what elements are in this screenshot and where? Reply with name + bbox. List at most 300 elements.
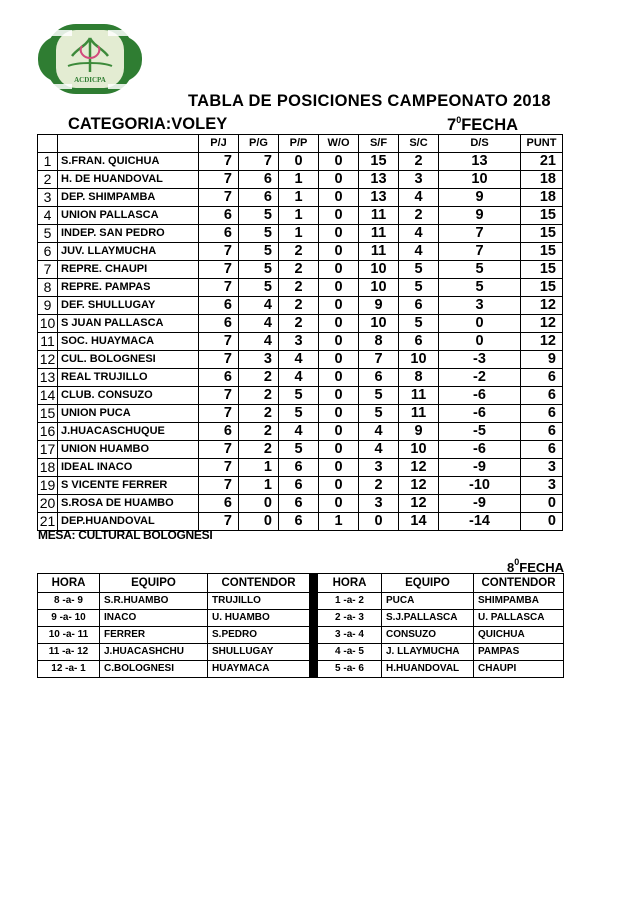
time-cell: 1 -a- 2: [318, 593, 382, 610]
wo-cell: 0: [319, 171, 359, 189]
sf-cell: 9: [359, 297, 399, 315]
opponent-cell: U. HUAMBO: [208, 610, 310, 627]
pt-cell: 6: [521, 405, 563, 423]
sf-cell: 11: [359, 207, 399, 225]
team-name-cell: DEP.HUANDOVAL: [58, 513, 199, 531]
ds-cell: -6: [439, 405, 521, 423]
pt-cell: 15: [521, 243, 563, 261]
pj-cell: 7: [199, 387, 239, 405]
sf-cell: 11: [359, 243, 399, 261]
ds-cell: 9: [439, 207, 521, 225]
table-row: [38, 297, 563, 315]
fixture-col-header: HORA: [38, 574, 100, 593]
team-cell: S.R.HUAMBO: [100, 593, 208, 610]
rank-cell: 8: [38, 279, 58, 297]
ds-cell: 7: [439, 243, 521, 261]
sf-cell: 10: [359, 315, 399, 333]
pg-cell: 1: [239, 459, 279, 477]
team-cell: CONSUZO: [382, 627, 474, 644]
mesa-label: MESA: CULTURAL BOLOGNESI: [38, 528, 213, 542]
sc-cell: 12: [399, 495, 439, 513]
pt-cell: 21: [521, 153, 563, 171]
team-name-cell: S.ROSA DE HUAMBO: [58, 495, 199, 513]
sf-cell: 5: [359, 387, 399, 405]
team-name-cell: SOC. HUAYMACA: [58, 333, 199, 351]
pt-cell: 3: [521, 459, 563, 477]
pt-cell: 15: [521, 279, 563, 297]
team-name-cell: DEF. SHULLUGAY: [58, 297, 199, 315]
sf-cell: 4: [359, 423, 399, 441]
col-header: D/S: [439, 135, 521, 153]
pt-cell: 0: [521, 513, 563, 531]
opponent-cell: S.PEDRO: [208, 627, 310, 644]
team-name-cell: CLUB. CONSUZO: [58, 387, 199, 405]
fecha-number: 8: [507, 560, 515, 575]
pg-cell: 4: [239, 315, 279, 333]
ds-cell: 9: [439, 189, 521, 207]
fixture-row: [38, 644, 564, 661]
sc-cell: 8: [399, 369, 439, 387]
header-blank-team: [58, 135, 199, 153]
wo-cell: 0: [319, 153, 359, 171]
team-cell: INACO: [100, 610, 208, 627]
team-cell: S.J.PALLASCA: [382, 610, 474, 627]
wo-cell: 0: [319, 441, 359, 459]
ds-cell: 0: [439, 333, 521, 351]
opponent-cell: SHIMPAMBA: [474, 593, 564, 610]
sf-cell: 3: [359, 495, 399, 513]
table-row: [38, 441, 563, 459]
rank-cell: 6: [38, 243, 58, 261]
table-row: [38, 315, 563, 333]
wo-cell: 0: [319, 423, 359, 441]
pj-cell: 7: [199, 459, 239, 477]
rank-cell: 2: [38, 171, 58, 189]
pp-cell: 2: [279, 243, 319, 261]
ds-cell: 13: [439, 153, 521, 171]
ds-cell: -14: [439, 513, 521, 531]
rank-cell: 4: [38, 207, 58, 225]
rank-cell: 3: [38, 189, 58, 207]
team-cell: FERRER: [100, 627, 208, 644]
pp-cell: 1: [279, 225, 319, 243]
fixture-row: [38, 610, 564, 627]
sc-cell: 5: [399, 279, 439, 297]
pp-cell: 1: [279, 207, 319, 225]
col-header: S/F: [359, 135, 399, 153]
rank-cell: 5: [38, 225, 58, 243]
col-header: S/C: [399, 135, 439, 153]
team-cell: PUCA: [382, 593, 474, 610]
team-name-cell: S.FRAN. QUICHUA: [58, 153, 199, 171]
team-name-cell: IDEAL INACO: [58, 459, 199, 477]
sc-cell: 2: [399, 153, 439, 171]
ds-cell: -5: [439, 423, 521, 441]
pt-cell: 18: [521, 171, 563, 189]
sc-cell: 12: [399, 477, 439, 495]
pg-cell: 4: [239, 333, 279, 351]
fecha-word: FECHA: [461, 116, 519, 134]
pp-cell: 4: [279, 423, 319, 441]
pj-cell: 7: [199, 441, 239, 459]
sc-cell: 12: [399, 459, 439, 477]
ds-cell: -6: [439, 441, 521, 459]
pp-cell: 2: [279, 279, 319, 297]
fixture-row: [38, 593, 564, 610]
pj-cell: 6: [199, 315, 239, 333]
pt-cell: 12: [521, 297, 563, 315]
fecha-word: FECHA: [519, 560, 565, 575]
team-cell: J.HUACASHCHU: [100, 644, 208, 661]
table-row: [38, 423, 563, 441]
table-row: [38, 333, 563, 351]
rank-cell: 16: [38, 423, 58, 441]
team-name-cell: JUV. LLAYMUCHA: [58, 243, 199, 261]
table-row: [38, 189, 563, 207]
opponent-cell: QUICHUA: [474, 627, 564, 644]
wo-cell: 0: [319, 279, 359, 297]
wo-cell: 0: [319, 189, 359, 207]
pg-cell: 7: [239, 153, 279, 171]
sc-cell: 11: [399, 405, 439, 423]
team-name-cell: REPRE. CHAUPI: [58, 261, 199, 279]
sf-cell: 13: [359, 171, 399, 189]
team-name-cell: J.HUACASCHUQUE: [58, 423, 199, 441]
pp-cell: 1: [279, 171, 319, 189]
team-name-cell: S JUAN PALLASCA: [58, 315, 199, 333]
pg-cell: 2: [239, 387, 279, 405]
team-name-cell: H. DE HUANDOVAL: [58, 171, 199, 189]
sc-cell: 4: [399, 243, 439, 261]
wo-cell: 0: [319, 351, 359, 369]
pt-cell: 12: [521, 315, 563, 333]
sc-cell: 6: [399, 297, 439, 315]
sc-cell: 11: [399, 387, 439, 405]
pp-cell: 5: [279, 405, 319, 423]
table-row: [38, 153, 563, 171]
pp-cell: 4: [279, 369, 319, 387]
pj-cell: 6: [199, 423, 239, 441]
pt-cell: 15: [521, 225, 563, 243]
fixture-divider: [310, 644, 318, 661]
sf-cell: 8: [359, 333, 399, 351]
ds-cell: -6: [439, 387, 521, 405]
pp-cell: 5: [279, 441, 319, 459]
fixture-col-header: HORA: [318, 574, 382, 593]
ds-cell: -2: [439, 369, 521, 387]
ds-cell: -9: [439, 495, 521, 513]
wo-cell: 0: [319, 261, 359, 279]
category-label: CATEGORIA:VOLEY: [68, 115, 228, 133]
acdicpa-logo: [38, 22, 142, 96]
ds-cell: -3: [439, 351, 521, 369]
pt-cell: 12: [521, 333, 563, 351]
time-cell: 4 -a- 5: [318, 644, 382, 661]
table-row: [38, 225, 563, 243]
sc-cell: 9: [399, 423, 439, 441]
ds-cell: 3: [439, 297, 521, 315]
pg-cell: 5: [239, 261, 279, 279]
sf-cell: 10: [359, 279, 399, 297]
rank-cell: 1: [38, 153, 58, 171]
table-row: [38, 261, 563, 279]
pg-cell: 5: [239, 225, 279, 243]
pg-cell: 6: [239, 171, 279, 189]
wo-cell: 0: [319, 297, 359, 315]
col-header: PUNT: [521, 135, 563, 153]
rank-cell: 14: [38, 387, 58, 405]
pj-cell: 7: [199, 261, 239, 279]
pp-cell: 5: [279, 387, 319, 405]
sc-cell: 10: [399, 351, 439, 369]
time-cell: 12 -a- 1: [38, 661, 100, 678]
col-header: P/G: [239, 135, 279, 153]
ds-cell: 5: [439, 279, 521, 297]
pj-cell: 6: [199, 297, 239, 315]
fixture-row: [38, 627, 564, 644]
opponent-cell: PAMPAS: [474, 644, 564, 661]
fecha-number: 7: [447, 116, 457, 134]
team-cell: J. LLAYMUCHA: [382, 644, 474, 661]
fixture-row: [38, 661, 564, 678]
wo-cell: 0: [319, 477, 359, 495]
pp-cell: 1: [279, 189, 319, 207]
pp-cell: 4: [279, 351, 319, 369]
rank-cell: 15: [38, 405, 58, 423]
wo-cell: 1: [319, 513, 359, 531]
sc-cell: 10: [399, 441, 439, 459]
standings-header-row: [38, 135, 563, 153]
team-name-cell: REPRE. PAMPAS: [58, 279, 199, 297]
fixture-table: [37, 573, 564, 678]
pj-cell: 7: [199, 477, 239, 495]
sc-cell: 5: [399, 315, 439, 333]
sc-cell: 6: [399, 333, 439, 351]
ds-cell: 10: [439, 171, 521, 189]
fecha-current-label: [447, 115, 518, 135]
pg-cell: 6: [239, 189, 279, 207]
fixture-col-header: EQUIPO: [382, 574, 474, 593]
table-row: [38, 243, 563, 261]
pt-cell: 6: [521, 387, 563, 405]
sc-cell: 4: [399, 189, 439, 207]
pg-cell: 0: [239, 495, 279, 513]
opponent-cell: CHAUPI: [474, 661, 564, 678]
table-row: [38, 495, 563, 513]
sf-cell: 13: [359, 189, 399, 207]
pg-cell: 2: [239, 441, 279, 459]
sc-cell: 3: [399, 171, 439, 189]
sf-cell: 5: [359, 405, 399, 423]
table-row: [38, 405, 563, 423]
standings-body: [38, 153, 563, 531]
pj-cell: 6: [199, 225, 239, 243]
rank-cell: 17: [38, 441, 58, 459]
pp-cell: 6: [279, 513, 319, 531]
team-cell: C.BOLOGNESI: [100, 661, 208, 678]
table-row: [38, 207, 563, 225]
team-name-cell: UNION HUAMBO: [58, 441, 199, 459]
rank-cell: 12: [38, 351, 58, 369]
pg-cell: 4: [239, 297, 279, 315]
ds-cell: -9: [439, 459, 521, 477]
fixture-col-header: CONTENDOR: [208, 574, 310, 593]
standings-table: [37, 134, 563, 531]
sf-cell: 3: [359, 459, 399, 477]
ds-cell: -10: [439, 477, 521, 495]
team-cell: H.HUANDOVAL: [382, 661, 474, 678]
wo-cell: 0: [319, 225, 359, 243]
time-cell: 10 -a- 11: [38, 627, 100, 644]
rank-cell: 21: [38, 513, 58, 531]
rank-cell: 11: [38, 333, 58, 351]
pt-cell: 15: [521, 261, 563, 279]
fixture-header-row: [38, 574, 564, 593]
pj-cell: 7: [199, 333, 239, 351]
pj-cell: 6: [199, 207, 239, 225]
table-row: [38, 369, 563, 387]
opponent-cell: TRUJILLO: [208, 593, 310, 610]
fixture-divider: [310, 610, 318, 627]
sf-cell: 15: [359, 153, 399, 171]
table-row: [38, 459, 563, 477]
team-name-cell: UNION PUCA: [58, 405, 199, 423]
pj-cell: 7: [199, 243, 239, 261]
wo-cell: 0: [319, 495, 359, 513]
pj-cell: 6: [199, 369, 239, 387]
team-name-cell: INDEP. SAN PEDRO: [58, 225, 199, 243]
pj-cell: 7: [199, 351, 239, 369]
rank-cell: 7: [38, 261, 58, 279]
pg-cell: 0: [239, 513, 279, 531]
pp-cell: 6: [279, 495, 319, 513]
fixture-divider: [310, 593, 318, 610]
table-row: [38, 351, 563, 369]
pp-cell: 0: [279, 153, 319, 171]
pj-cell: 7: [199, 279, 239, 297]
sf-cell: 6: [359, 369, 399, 387]
pp-cell: 2: [279, 297, 319, 315]
table-row: [38, 477, 563, 495]
pj-cell: 7: [199, 513, 239, 531]
opponent-cell: HUAYMACA: [208, 661, 310, 678]
wo-cell: 0: [319, 459, 359, 477]
fecha-sup: 0: [514, 557, 520, 567]
pt-cell: 9: [521, 351, 563, 369]
time-cell: 5 -a- 6: [318, 661, 382, 678]
pg-cell: 2: [239, 369, 279, 387]
ds-cell: 0: [439, 315, 521, 333]
pp-cell: 6: [279, 459, 319, 477]
col-header: P/P: [279, 135, 319, 153]
wo-cell: 0: [319, 207, 359, 225]
sf-cell: 7: [359, 351, 399, 369]
time-cell: 8 -a- 9: [38, 593, 100, 610]
rank-cell: 20: [38, 495, 58, 513]
time-cell: 2 -a- 3: [318, 610, 382, 627]
pp-cell: 6: [279, 477, 319, 495]
pg-cell: 1: [239, 477, 279, 495]
pj-cell: 6: [199, 495, 239, 513]
sc-cell: 4: [399, 225, 439, 243]
pt-cell: 0: [521, 495, 563, 513]
ds-cell: 7: [439, 225, 521, 243]
pp-cell: 2: [279, 261, 319, 279]
wo-cell: 0: [319, 405, 359, 423]
fixture-divider: [310, 627, 318, 644]
col-header: P/J: [199, 135, 239, 153]
logo-text: ACDICPA: [74, 76, 106, 84]
pp-cell: 2: [279, 315, 319, 333]
sc-cell: 5: [399, 261, 439, 279]
fixture-divider: [310, 661, 318, 678]
time-cell: 11 -a- 12: [38, 644, 100, 661]
team-name-cell: S VICENTE FERRER: [58, 477, 199, 495]
sf-cell: 2: [359, 477, 399, 495]
sf-cell: 10: [359, 261, 399, 279]
pt-cell: 6: [521, 441, 563, 459]
pj-cell: 7: [199, 171, 239, 189]
ds-cell: 5: [439, 261, 521, 279]
team-name-cell: REAL TRUJILLO: [58, 369, 199, 387]
pj-cell: 7: [199, 189, 239, 207]
col-header: W/O: [319, 135, 359, 153]
sf-cell: 0: [359, 513, 399, 531]
team-name-cell: DEP. SHIMPAMBA: [58, 189, 199, 207]
pt-cell: 6: [521, 369, 563, 387]
fixture-divider: [310, 574, 318, 593]
table-row: [38, 387, 563, 405]
time-cell: 3 -a- 4: [318, 627, 382, 644]
team-name-cell: UNION PALLASCA: [58, 207, 199, 225]
table-row: [38, 171, 563, 189]
sc-cell: 2: [399, 207, 439, 225]
pj-cell: 7: [199, 405, 239, 423]
sf-cell: 4: [359, 441, 399, 459]
fecha-sup: 0: [456, 115, 462, 125]
fixture-col-header: CONTENDOR: [474, 574, 564, 593]
pt-cell: 3: [521, 477, 563, 495]
table-row: [38, 279, 563, 297]
wo-cell: 0: [319, 243, 359, 261]
time-cell: 9 -a- 10: [38, 610, 100, 627]
pp-cell: 3: [279, 333, 319, 351]
rank-cell: 13: [38, 369, 58, 387]
rank-cell: 19: [38, 477, 58, 495]
pg-cell: 3: [239, 351, 279, 369]
pg-cell: 5: [239, 279, 279, 297]
pg-cell: 2: [239, 405, 279, 423]
pt-cell: 15: [521, 207, 563, 225]
rank-cell: 9: [38, 297, 58, 315]
header-blank-num: [38, 135, 58, 153]
sf-cell: 11: [359, 225, 399, 243]
opponent-cell: U. PALLASCA: [474, 610, 564, 627]
pg-cell: 5: [239, 207, 279, 225]
team-name-cell: CUL. BOLOGNESI: [58, 351, 199, 369]
pg-cell: 2: [239, 423, 279, 441]
pt-cell: 18: [521, 189, 563, 207]
pt-cell: 6: [521, 423, 563, 441]
wo-cell: 0: [319, 315, 359, 333]
pg-cell: 5: [239, 243, 279, 261]
pj-cell: 7: [199, 153, 239, 171]
rank-cell: 10: [38, 315, 58, 333]
wo-cell: 0: [319, 333, 359, 351]
opponent-cell: SHULLUGAY: [208, 644, 310, 661]
wo-cell: 0: [319, 369, 359, 387]
sc-cell: 14: [399, 513, 439, 531]
